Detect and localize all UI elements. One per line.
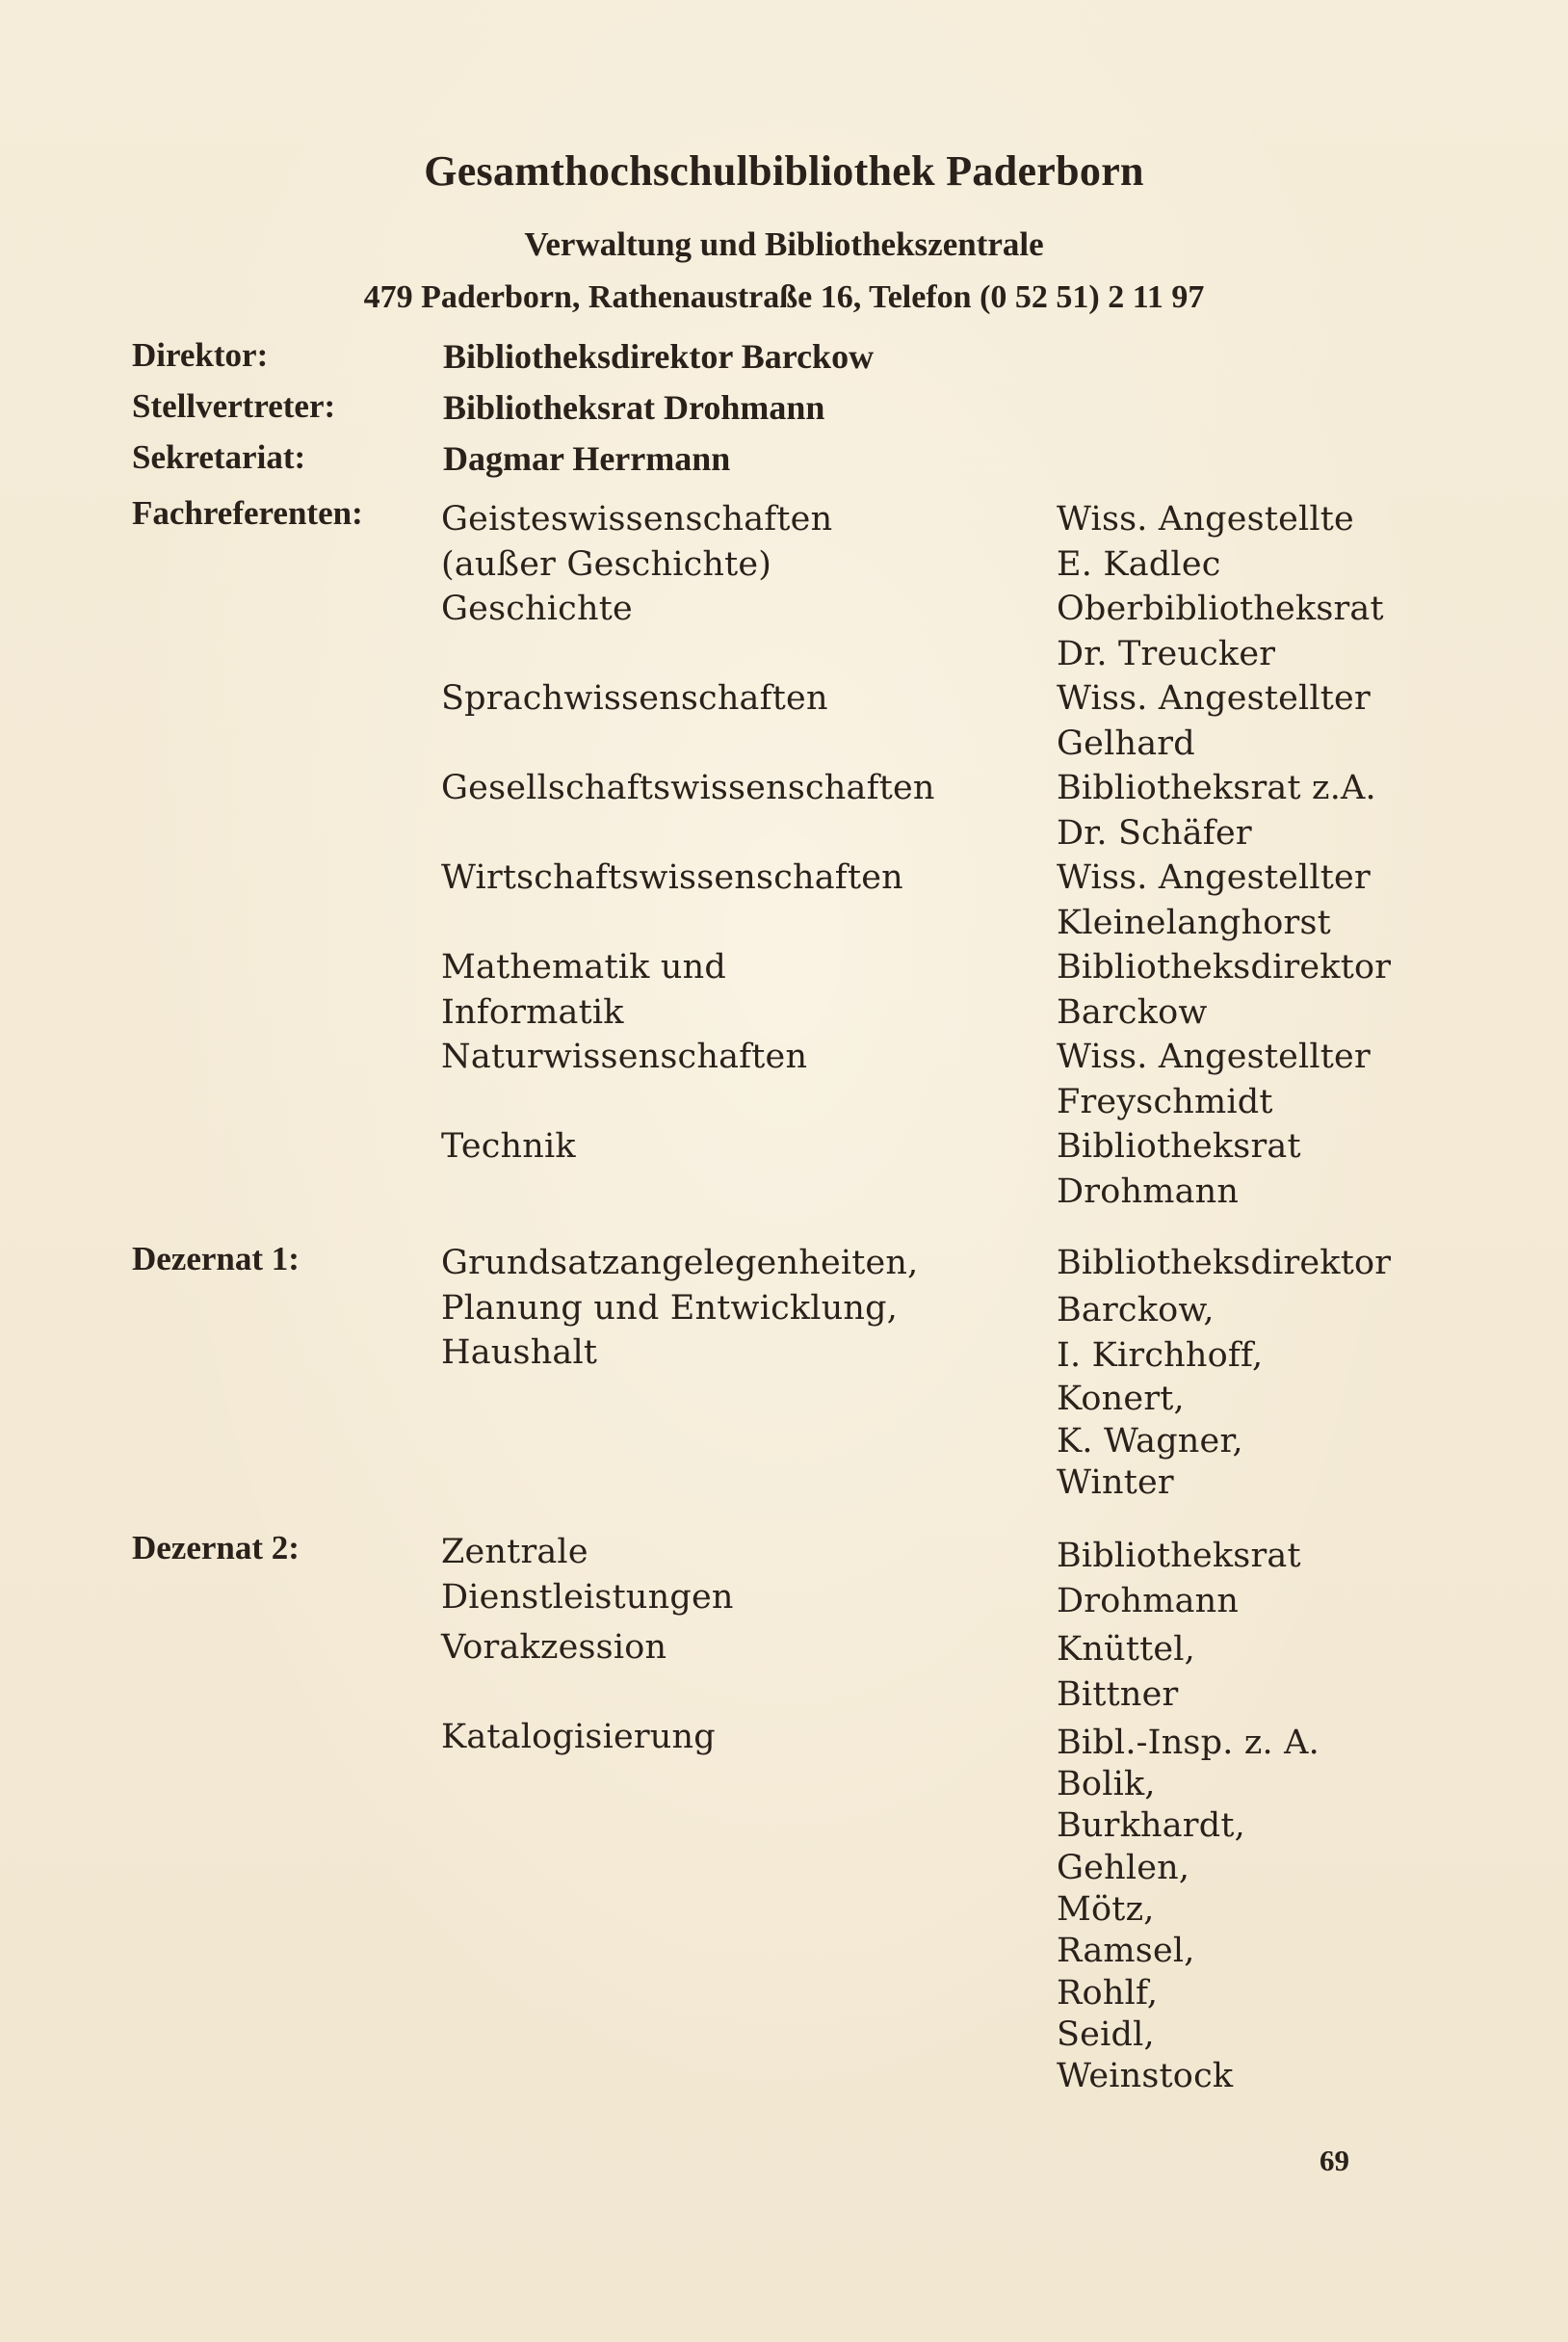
subject-area: Geisteswissenschaften [441, 500, 833, 539]
subject-area: Sprachwissenschaften [441, 679, 828, 718]
subject-area: Wirtschaftswissenschaften [441, 858, 903, 897]
dezernat1-subject: Planung und Entwicklung, [441, 1288, 899, 1328]
dezernat2-person: Weinstock [1057, 2057, 1234, 2095]
responsible-person: Bibliotheksrat z.A. [1057, 769, 1376, 807]
responsible-person: Dr. Treucker [1057, 634, 1276, 673]
sekretariat-label: Sekretariat: [132, 438, 306, 476]
responsible-person: Oberbibliotheksrat [1057, 590, 1384, 628]
dezernat2-person: Drohmann [1057, 1581, 1240, 1620]
dezernat2-person: Knüttel, [1057, 1630, 1195, 1669]
stellvertreter-label: Stellvertreter: [132, 387, 336, 425]
responsible-person: Barckow [1057, 992, 1208, 1032]
responsible-person: E. Kadlec [1057, 544, 1221, 584]
dezernat2-person: Bittner [1057, 1674, 1179, 1714]
direktor-label: Direktor: [132, 336, 269, 374]
dezernat1-person: I. Kirchhoff, [1057, 1336, 1264, 1375]
address-line: 479 Paderborn, Rathenaustraße 16, Telefon (0 52 51) 2 11 97 [363, 279, 1205, 315]
dezernat2-person: Bibl.-Insp. z. A. [1057, 1724, 1320, 1762]
dezernat1-label: Dezernat 1: [132, 1240, 300, 1277]
responsible-person: Gelhard [1057, 724, 1195, 763]
responsible-person: Drohmann [1057, 1171, 1240, 1211]
dezernat1-person: Winter [1057, 1463, 1174, 1502]
responsible-person: Bibliotheksdirektor [1057, 948, 1392, 987]
direktor-value: Bibliotheksdirektor Barckow [443, 337, 875, 376]
responsible-person: Bibliotheksrat [1057, 1127, 1301, 1166]
responsible-person: Freyschmidt [1057, 1082, 1273, 1121]
stellvertreter-value: Bibliotheksrat Drohmann [443, 388, 825, 427]
dezernat2-subject: Zentrale [441, 1533, 588, 1571]
subject-area: Informatik [441, 992, 624, 1032]
dezernat1-subject: Grundsatzangelegenheiten, [441, 1244, 919, 1282]
dezernat1-person: K. Wagner, [1057, 1422, 1243, 1460]
dezernat2-person: Bibliotheksrat [1057, 1537, 1301, 1575]
responsible-person: Kleinelanghorst [1057, 903, 1331, 942]
sekretariat-value: Dagmar Herrmann [443, 439, 731, 478]
subject-area: Technik [441, 1127, 576, 1166]
responsible-person: Dr. Schäfer [1057, 813, 1252, 853]
dezernat2-subject: Dienstleistungen [441, 1577, 734, 1617]
dezernat2-person: Burkhardt, [1057, 1806, 1245, 1845]
dezernat2-label: Dezernat 2: [132, 1529, 300, 1566]
dezernat2-person: Bolik, [1057, 1765, 1156, 1803]
subject-area: Geschichte [441, 590, 633, 628]
dezernat2-person: Seidl, [1057, 2015, 1155, 2054]
subject-area: (außer Geschichte) [441, 544, 772, 584]
dezernat2-person: Rohlf, [1057, 1974, 1159, 2013]
document-subtitle: Verwaltung und Bibliothekszentrale [524, 225, 1044, 263]
responsible-person: Wiss. Angestellter [1057, 858, 1371, 897]
responsible-person: Wiss. Angestellter [1057, 679, 1371, 718]
dezernat1-subject: Haushalt [441, 1333, 598, 1372]
dezernat2-person: Mötz, [1057, 1890, 1155, 1929]
dezernat2-person: Ramsel, [1057, 1932, 1195, 1970]
page-number: 69 [1320, 2144, 1349, 2177]
subject-area: Naturwissenschaften [441, 1038, 808, 1076]
responsible-person: Wiss. Angestellter [1057, 1038, 1371, 1076]
dezernat1-person: Bibliotheksdirektor [1057, 1244, 1392, 1282]
dezernat2-subject: Vorakzession [441, 1628, 667, 1667]
responsible-person: Wiss. Angestellte [1057, 500, 1354, 539]
fachreferenten-label: Fachreferenten: [132, 494, 363, 532]
dezernat1-person: Konert, [1057, 1380, 1185, 1418]
dezernat2-person: Gehlen, [1057, 1849, 1190, 1887]
document-title: Gesamthochschulbibliothek Paderborn [424, 147, 1144, 195]
subject-area: Gesellschaftswissenschaften [441, 769, 935, 807]
dezernat1-person: Barckow, [1057, 1291, 1215, 1329]
subject-area: Mathematik und [441, 948, 726, 987]
dezernat2-subject: Katalogisierung [441, 1718, 716, 1756]
